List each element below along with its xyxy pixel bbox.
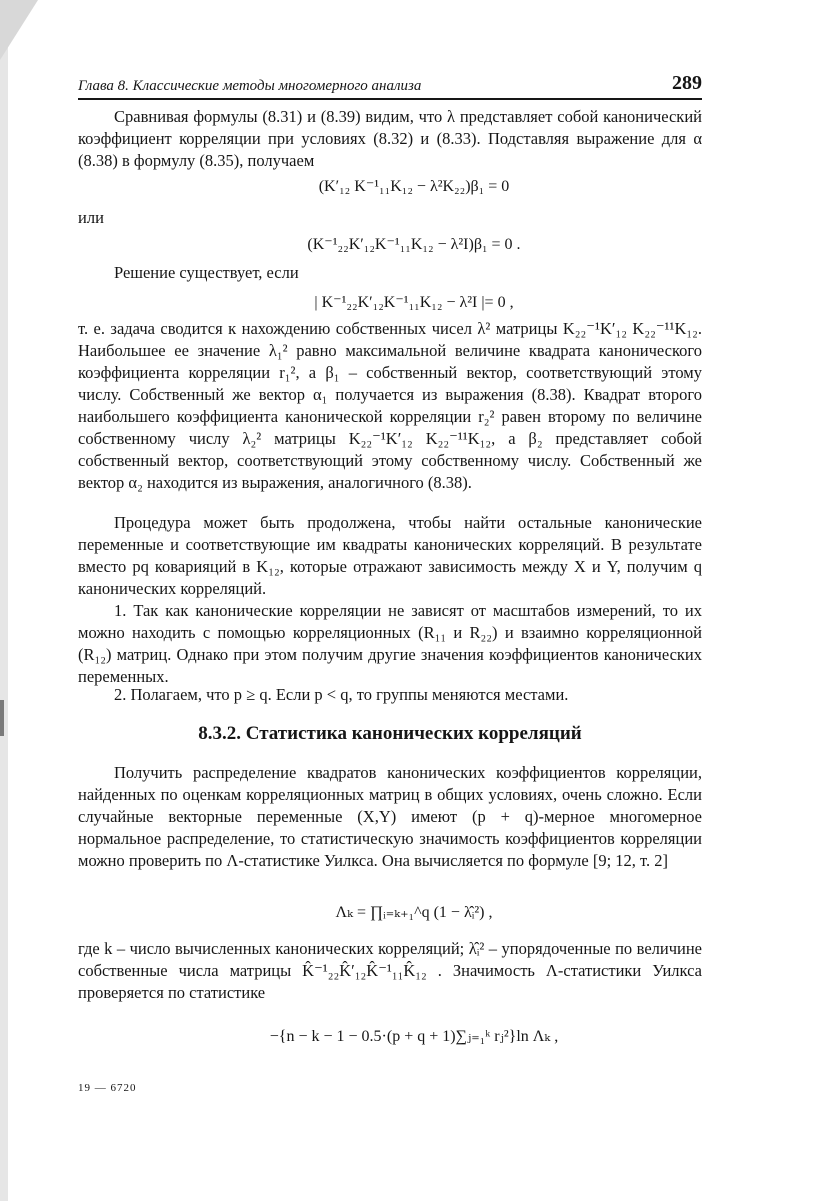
printer-signature: 19 — 6720: [78, 1082, 137, 1094]
formula-4: [0, 902, 828, 924]
formula-3-text: | K⁻¹₂₂K′₁₂K⁻¹₁₁K₁₂ − λ²I |= 0 ,: [314, 294, 514, 311]
paragraph-5: [78, 600, 702, 688]
formula-1: [0, 176, 828, 198]
paragraph-8-text: где k – число вычисленных канонических корреляций; λ̂ᵢ² – упорядоченные по величине собственные числа матрицы K̂⁻¹₂₂K̂′₁₂K̂⁻¹₁₁K̂₁₂ . Значимость Λ-статистики Уилкса проверяется по статистике: [78, 939, 702, 1002]
paragraph-8: [78, 938, 702, 1004]
paragraph-4-text: Процедура может быть продолжена, чтобы найти остальные канонические переменные и соответствующие им квадраты канонических корреляций. В результате вместо pq коварияций в K₁₂, которые отражают зависимость между X и Y, получим q канонических корреляций.: [78, 513, 702, 598]
page-number: 289: [672, 72, 702, 94]
paragraph-5-text: 1. Так как канонические корреляции не зависят от масштабов измерений, то их можно находить с помощью корреляционных (R₁₁ и R₂₂) и взаимно корреляционной (R₁₂) матриц. Однако при этом получим другие значения коэффициентов канонических переменных.: [78, 601, 702, 686]
scan-corner: [0, 0, 38, 60]
paragraph-7: [78, 762, 702, 872]
paragraph-2: [78, 262, 702, 284]
paragraph-1: [78, 106, 702, 172]
paragraph-2-text: Решение существует, если: [114, 263, 299, 282]
formula-1-text: (K′₁₂ K⁻¹₁₁K₁₂ − λ²K₂₂)β₁ = 0: [318, 178, 510, 195]
margin-mark: [0, 700, 4, 736]
paragraph-1-text: Сравнивая формулы (8.31) и (8.39) видим, что λ представляет собой канонический коэффициент корреляции при условиях (8.32) и (8.33). Подставляя выражение для α (8.38) в формулу (8.35), получаем: [78, 107, 702, 170]
paragraph-3-text: т. е. задача сводится к нахождению собственных чисел λ² матрицы K₂₂⁻¹K′₁₂ K₂₂⁻¹¹K₁₂. Наибольшее ее значение λ₁² равно максимальной величине квадрата канонического коэффициента корреляции r₁², а β₁ – собственный вектор, соответствующий этому числу. Собственный же вектор α₁ получается из выражения (8.38). Квадрат второго наибольшего коэффициента канонической корреляции r₂² равен второму по величине собственному числу λ₂² матрицы K₂₂⁻¹K′₁₂ K₂₂⁻¹¹K₁₂, а β₂ представляет собой собственный вектор, соответствующий этому собственному числу. Собственный же вектор α₂ находится из выражения, аналогичного (8.38).: [78, 319, 702, 492]
page-header: [78, 72, 702, 98]
formula-5-text: −{n − k − 1 − 0.5·(p + q + 1)∑ⱼ₌₁ᵏ rⱼ²}ln Λₖ ,: [269, 1028, 559, 1045]
running-head: Глава 8. Классические методы многомерного анализа: [78, 78, 422, 94]
paragraph-7-text: Получить распределение квадратов канонических коэффициентов корреляции, найденных по оценкам корреляционных матриц в общих условиях, очень сложно. Если случайные векторные переменные (X,Y) имеют (p + q)-мерное многомерное нормальное распределение, то статистическую значимость коэффициентов корреляции можно проверить по Λ-статистике Уилкса. Она вычисляется по формуле [9; 12, т. 2]: [78, 763, 702, 870]
paragraph-6: [78, 684, 702, 706]
section-heading: 8.3.2. Статистика канонических корреляций: [198, 723, 582, 744]
paragraph-4: [78, 512, 702, 600]
formula-2-text: (K⁻¹₂₂K′₁₂K⁻¹₁₁K₁₂ − λ²I)β₁ = 0 .: [307, 236, 521, 253]
formula-5: [0, 1026, 828, 1048]
formula-3: [0, 292, 828, 314]
formula-4-text: Λₖ = ∏ᵢ₌ₖ₊₁^q (1 − λ̂ᵢ²) ,: [335, 904, 493, 921]
paragraph-3: [78, 318, 702, 494]
header-rule: [78, 98, 702, 100]
or-label: или: [78, 208, 104, 227]
paragraph-6-text: 2. Полагаем, что p ≥ q. Если p < q, то группы меняются местами.: [114, 685, 569, 704]
formula-2: [0, 234, 828, 256]
